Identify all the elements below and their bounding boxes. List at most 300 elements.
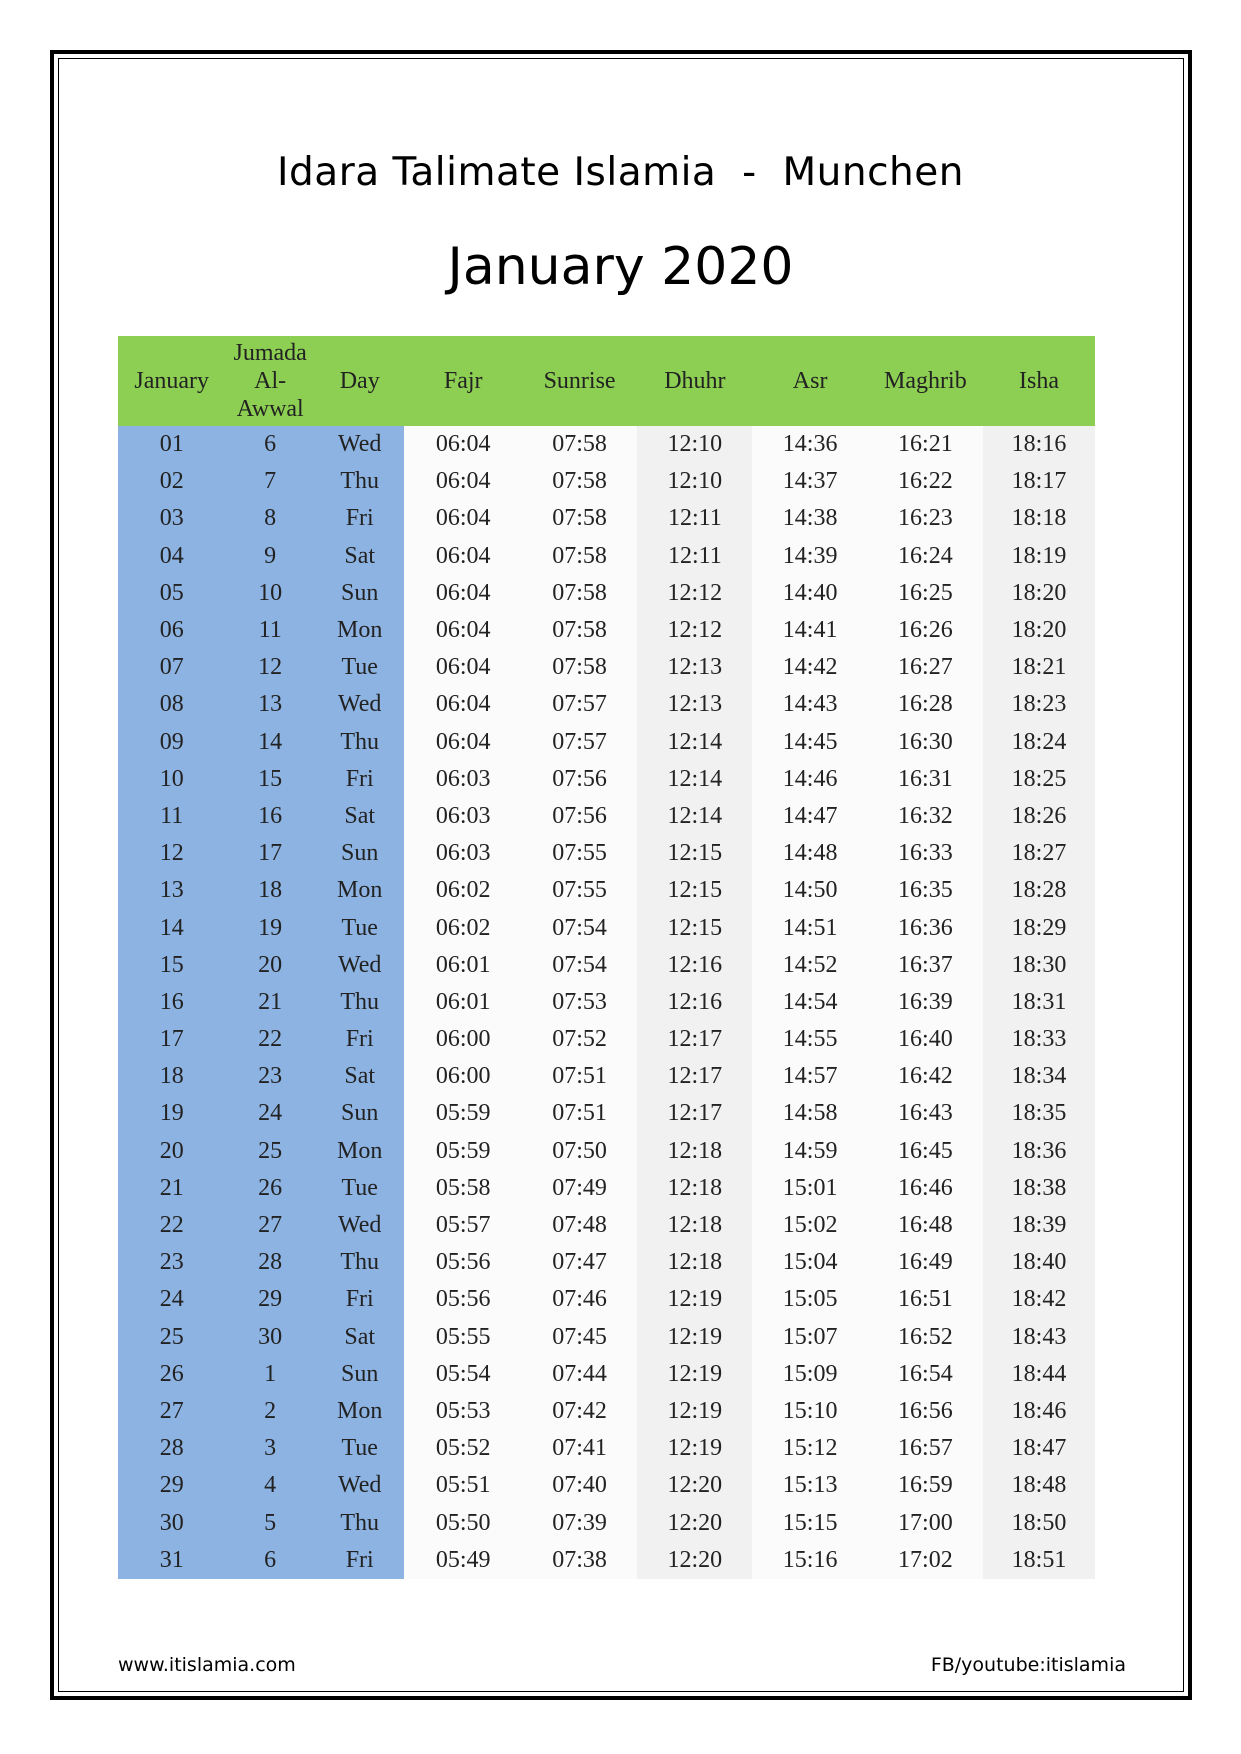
- table-row: [118, 1467, 1095, 1504]
- cell-isha: 18:42: [983, 1281, 1095, 1318]
- table-row: [118, 1095, 1095, 1132]
- cell-date: 14: [118, 909, 225, 946]
- cell-hijri-date: 2: [225, 1393, 315, 1430]
- cell-fajr: 05:58: [404, 1170, 522, 1207]
- cell-date: 05: [118, 575, 225, 612]
- header-cell-maghrib: Maghrib: [868, 336, 983, 426]
- cell-day: Mon: [315, 1133, 405, 1170]
- cell-maghrib: 16:39: [868, 984, 983, 1021]
- cell-maghrib: 17:00: [868, 1504, 983, 1541]
- table-row: [118, 947, 1095, 984]
- cell-isha: 18:35: [983, 1095, 1095, 1132]
- cell-date: 20: [118, 1133, 225, 1170]
- cell-date: 22: [118, 1207, 225, 1244]
- cell-sunrise: 07:39: [522, 1504, 637, 1541]
- cell-asr: 14:48: [752, 835, 867, 872]
- cell-maghrib: 16:23: [868, 500, 983, 537]
- cell-maghrib: 16:25: [868, 575, 983, 612]
- cell-dhuhr: 12:18: [637, 1244, 752, 1281]
- cell-hijri-date: 21: [225, 984, 315, 1021]
- cell-isha: 18:26: [983, 798, 1095, 835]
- cell-hijri-date: 30: [225, 1319, 315, 1356]
- table-row: [118, 1281, 1095, 1318]
- cell-date: 21: [118, 1170, 225, 1207]
- cell-isha: 18:44: [983, 1356, 1095, 1393]
- cell-isha: 18:48: [983, 1467, 1095, 1504]
- footer-website: www.itislamia.com: [118, 1654, 296, 1676]
- cell-day: Sat: [315, 1058, 405, 1095]
- cell-day: Wed: [315, 1467, 405, 1504]
- cell-sunrise: 07:54: [522, 909, 637, 946]
- cell-day: Wed: [315, 426, 405, 463]
- cell-fajr: 06:03: [404, 835, 522, 872]
- cell-maghrib: 16:45: [868, 1133, 983, 1170]
- cell-day: Thu: [315, 724, 405, 761]
- cell-dhuhr: 12:13: [637, 686, 752, 723]
- cell-isha: 18:33: [983, 1021, 1095, 1058]
- cell-hijri-date: 14: [225, 724, 315, 761]
- cell-asr: 15:02: [752, 1207, 867, 1244]
- cell-hijri-date: 24: [225, 1095, 315, 1132]
- cell-maghrib: 16:51: [868, 1281, 983, 1318]
- table-row: [118, 1244, 1095, 1281]
- cell-day: Fri: [315, 1281, 405, 1318]
- cell-maghrib: 17:02: [868, 1542, 983, 1579]
- cell-isha: 18:25: [983, 761, 1095, 798]
- cell-hijri-date: 25: [225, 1133, 315, 1170]
- cell-isha: 18:20: [983, 612, 1095, 649]
- table-row: [118, 761, 1095, 798]
- cell-hijri-date: 5: [225, 1504, 315, 1541]
- cell-isha: 18:36: [983, 1133, 1095, 1170]
- cell-fajr: 06:04: [404, 724, 522, 761]
- cell-sunrise: 07:45: [522, 1319, 637, 1356]
- cell-isha: 18:31: [983, 984, 1095, 1021]
- cell-date: 10: [118, 761, 225, 798]
- header-cell-sunrise: Sunrise: [522, 336, 637, 426]
- cell-hijri-date: 15: [225, 761, 315, 798]
- table-row: [118, 500, 1095, 537]
- cell-dhuhr: 12:16: [637, 984, 752, 1021]
- cell-day: Sun: [315, 1356, 405, 1393]
- cell-asr: 15:15: [752, 1504, 867, 1541]
- cell-hijri-date: 17: [225, 835, 315, 872]
- cell-asr: 15:13: [752, 1467, 867, 1504]
- header-cell-fajr: Fajr: [404, 336, 522, 426]
- cell-dhuhr: 12:18: [637, 1170, 752, 1207]
- cell-date: 16: [118, 984, 225, 1021]
- header-cell-isha: Isha: [983, 336, 1095, 426]
- cell-asr: 14:38: [752, 500, 867, 537]
- cell-fajr: 06:04: [404, 500, 522, 537]
- table-row: [118, 1430, 1095, 1467]
- cell-asr: 15:09: [752, 1356, 867, 1393]
- cell-date: 07: [118, 649, 225, 686]
- cell-dhuhr: 12:19: [637, 1281, 752, 1318]
- cell-fajr: 05:55: [404, 1319, 522, 1356]
- cell-isha: 18:24: [983, 724, 1095, 761]
- header-cell-day: Day: [315, 336, 405, 426]
- cell-asr: 15:16: [752, 1542, 867, 1579]
- header-cell-asr: Asr: [752, 336, 867, 426]
- cell-isha: 18:30: [983, 947, 1095, 984]
- cell-asr: 14:42: [752, 649, 867, 686]
- header-cell-hijri-month: Jumada Al-Awwal: [225, 336, 315, 426]
- cell-day: Wed: [315, 1207, 405, 1244]
- cell-day: Sat: [315, 538, 405, 575]
- cell-hijri-date: 23: [225, 1058, 315, 1095]
- cell-dhuhr: 12:16: [637, 947, 752, 984]
- cell-sunrise: 07:53: [522, 984, 637, 1021]
- cell-sunrise: 07:51: [522, 1058, 637, 1095]
- cell-sunrise: 07:56: [522, 761, 637, 798]
- cell-fajr: 05:59: [404, 1095, 522, 1132]
- cell-maghrib: 16:22: [868, 463, 983, 500]
- cell-dhuhr: 12:19: [637, 1356, 752, 1393]
- cell-dhuhr: 12:15: [637, 872, 752, 909]
- cell-day: Sun: [315, 1095, 405, 1132]
- organization-title: Idara Talimate Islamia - Munchen: [277, 150, 964, 195]
- cell-sunrise: 07:57: [522, 686, 637, 723]
- cell-fajr: 06:01: [404, 947, 522, 984]
- cell-sunrise: 07:48: [522, 1207, 637, 1244]
- cell-dhuhr: 12:11: [637, 538, 752, 575]
- cell-dhuhr: 12:17: [637, 1095, 752, 1132]
- table-row: [118, 1542, 1095, 1579]
- cell-asr: 14:57: [752, 1058, 867, 1095]
- cell-maghrib: 16:40: [868, 1021, 983, 1058]
- cell-asr: 14:51: [752, 909, 867, 946]
- cell-asr: 15:04: [752, 1244, 867, 1281]
- table-row: [118, 426, 1095, 463]
- table-row: [118, 1319, 1095, 1356]
- cell-maghrib: 16:28: [868, 686, 983, 723]
- cell-date: 28: [118, 1430, 225, 1467]
- cell-isha: 18:23: [983, 686, 1095, 723]
- cell-hijri-date: 22: [225, 1021, 315, 1058]
- cell-hijri-date: 6: [225, 1542, 315, 1579]
- table-row: [118, 1170, 1095, 1207]
- cell-dhuhr: 12:20: [637, 1542, 752, 1579]
- header-cell-dhuhr: Dhuhr: [637, 336, 752, 426]
- cell-sunrise: 07:50: [522, 1133, 637, 1170]
- cell-dhuhr: 12:11: [637, 500, 752, 537]
- cell-asr: 14:58: [752, 1095, 867, 1132]
- table-row: [118, 1207, 1095, 1244]
- cell-dhuhr: 12:18: [637, 1207, 752, 1244]
- cell-fajr: 05:52: [404, 1430, 522, 1467]
- cell-sunrise: 07:41: [522, 1430, 637, 1467]
- cell-dhuhr: 12:19: [637, 1430, 752, 1467]
- table-row: [118, 686, 1095, 723]
- cell-fajr: 05:51: [404, 1467, 522, 1504]
- cell-asr: 14:37: [752, 463, 867, 500]
- cell-date: 26: [118, 1356, 225, 1393]
- cell-fajr: 05:57: [404, 1207, 522, 1244]
- cell-hijri-date: 20: [225, 947, 315, 984]
- cell-isha: 18:47: [983, 1430, 1095, 1467]
- cell-date: 02: [118, 463, 225, 500]
- cell-date: 03: [118, 500, 225, 537]
- cell-maghrib: 16:36: [868, 909, 983, 946]
- cell-hijri-date: 26: [225, 1170, 315, 1207]
- cell-maghrib: 16:33: [868, 835, 983, 872]
- cell-hijri-date: 16: [225, 798, 315, 835]
- cell-date: 25: [118, 1319, 225, 1356]
- cell-hijri-date: 12: [225, 649, 315, 686]
- cell-hijri-date: 4: [225, 1467, 315, 1504]
- cell-isha: 18:19: [983, 538, 1095, 575]
- table-row: [118, 1021, 1095, 1058]
- table-header-row: [118, 336, 1095, 426]
- cell-fajr: 06:04: [404, 575, 522, 612]
- cell-maghrib: 16:54: [868, 1356, 983, 1393]
- cell-isha: 18:27: [983, 835, 1095, 872]
- cell-isha: 18:34: [983, 1058, 1095, 1095]
- cell-isha: 18:16: [983, 426, 1095, 463]
- cell-hijri-date: 19: [225, 909, 315, 946]
- cell-asr: 15:12: [752, 1430, 867, 1467]
- cell-sunrise: 07:46: [522, 1281, 637, 1318]
- cell-dhuhr: 12:20: [637, 1504, 752, 1541]
- cell-fajr: 06:04: [404, 426, 522, 463]
- cell-dhuhr: 12:13: [637, 649, 752, 686]
- cell-asr: 15:10: [752, 1393, 867, 1430]
- table-row: [118, 909, 1095, 946]
- cell-date: 29: [118, 1467, 225, 1504]
- cell-maghrib: 16:27: [868, 649, 983, 686]
- table-row: [118, 463, 1095, 500]
- cell-hijri-date: 28: [225, 1244, 315, 1281]
- cell-date: 13: [118, 872, 225, 909]
- cell-hijri-date: 13: [225, 686, 315, 723]
- cell-isha: 18:20: [983, 575, 1095, 612]
- cell-maghrib: 16:31: [868, 761, 983, 798]
- cell-asr: 14:36: [752, 426, 867, 463]
- cell-isha: 18:51: [983, 1542, 1095, 1579]
- cell-date: 01: [118, 426, 225, 463]
- cell-dhuhr: 12:10: [637, 463, 752, 500]
- cell-dhuhr: 12:15: [637, 909, 752, 946]
- cell-maghrib: 16:30: [868, 724, 983, 761]
- cell-sunrise: 07:55: [522, 872, 637, 909]
- cell-dhuhr: 12:14: [637, 761, 752, 798]
- cell-maghrib: 16:57: [868, 1430, 983, 1467]
- cell-fajr: 05:56: [404, 1244, 522, 1281]
- cell-maghrib: 16:59: [868, 1467, 983, 1504]
- cell-day: Sat: [315, 798, 405, 835]
- cell-maghrib: 16:52: [868, 1319, 983, 1356]
- table-row: [118, 724, 1095, 761]
- cell-asr: 14:54: [752, 984, 867, 1021]
- table-row: [118, 612, 1095, 649]
- cell-fajr: 05:49: [404, 1542, 522, 1579]
- cell-dhuhr: 12:20: [637, 1467, 752, 1504]
- cell-maghrib: 16:42: [868, 1058, 983, 1095]
- cell-dhuhr: 12:17: [637, 1058, 752, 1095]
- month-title: January 2020: [447, 237, 794, 297]
- cell-asr: 14:41: [752, 612, 867, 649]
- cell-maghrib: 16:56: [868, 1393, 983, 1430]
- cell-date: 09: [118, 724, 225, 761]
- cell-dhuhr: 12:18: [637, 1133, 752, 1170]
- cell-asr: 15:07: [752, 1319, 867, 1356]
- cell-isha: 18:29: [983, 909, 1095, 946]
- cell-date: 04: [118, 538, 225, 575]
- cell-hijri-date: 7: [225, 463, 315, 500]
- cell-dhuhr: 12:19: [637, 1319, 752, 1356]
- cell-fajr: 05:56: [404, 1281, 522, 1318]
- cell-day: Mon: [315, 1393, 405, 1430]
- cell-date: 08: [118, 686, 225, 723]
- cell-day: Fri: [315, 500, 405, 537]
- cell-day: Wed: [315, 947, 405, 984]
- cell-dhuhr: 12:17: [637, 1021, 752, 1058]
- cell-sunrise: 07:55: [522, 835, 637, 872]
- table-body: [118, 426, 1095, 1579]
- cell-maghrib: 16:35: [868, 872, 983, 909]
- cell-maghrib: 16:46: [868, 1170, 983, 1207]
- cell-sunrise: 07:56: [522, 798, 637, 835]
- table-row: [118, 1504, 1095, 1541]
- cell-day: Thu: [315, 463, 405, 500]
- table-row: [118, 1058, 1095, 1095]
- cell-fajr: 06:04: [404, 463, 522, 500]
- cell-fajr: 06:04: [404, 538, 522, 575]
- table-row: [118, 835, 1095, 872]
- cell-asr: 15:01: [752, 1170, 867, 1207]
- cell-day: Tue: [315, 649, 405, 686]
- cell-fajr: 05:59: [404, 1133, 522, 1170]
- cell-sunrise: 07:58: [522, 649, 637, 686]
- cell-hijri-date: 6: [225, 426, 315, 463]
- cell-asr: 14:59: [752, 1133, 867, 1170]
- cell-fajr: 06:02: [404, 872, 522, 909]
- cell-day: Fri: [315, 1542, 405, 1579]
- cell-hijri-date: 27: [225, 1207, 315, 1244]
- cell-dhuhr: 12:14: [637, 724, 752, 761]
- cell-day: Tue: [315, 1430, 405, 1467]
- cell-day: Mon: [315, 872, 405, 909]
- table-row: [118, 798, 1095, 835]
- cell-asr: 14:46: [752, 761, 867, 798]
- cell-day: Fri: [315, 1021, 405, 1058]
- cell-date: 27: [118, 1393, 225, 1430]
- header-cell-january: January: [118, 336, 225, 426]
- cell-asr: 14:43: [752, 686, 867, 723]
- cell-isha: 18:38: [983, 1170, 1095, 1207]
- cell-date: 11: [118, 798, 225, 835]
- cell-date: 18: [118, 1058, 225, 1095]
- cell-sunrise: 07:58: [522, 538, 637, 575]
- cell-dhuhr: 12:15: [637, 835, 752, 872]
- prayer-times-table: [118, 336, 1095, 1579]
- cell-day: Mon: [315, 612, 405, 649]
- cell-date: 24: [118, 1281, 225, 1318]
- cell-date: 19: [118, 1095, 225, 1132]
- cell-fajr: 06:01: [404, 984, 522, 1021]
- table-row: [118, 984, 1095, 1021]
- cell-fajr: 06:00: [404, 1021, 522, 1058]
- footer-social: FB/youtube:itislamia: [930, 1654, 1126, 1676]
- cell-sunrise: 07:49: [522, 1170, 637, 1207]
- cell-sunrise: 07:58: [522, 575, 637, 612]
- cell-isha: 18:43: [983, 1319, 1095, 1356]
- cell-maghrib: 16:21: [868, 426, 983, 463]
- cell-date: 06: [118, 612, 225, 649]
- cell-maghrib: 16:32: [868, 798, 983, 835]
- table-row: [118, 1393, 1095, 1430]
- cell-sunrise: 07:44: [522, 1356, 637, 1393]
- cell-date: 23: [118, 1244, 225, 1281]
- cell-isha: 18:46: [983, 1393, 1095, 1430]
- cell-isha: 18:21: [983, 649, 1095, 686]
- cell-sunrise: 07:52: [522, 1021, 637, 1058]
- cell-sunrise: 07:40: [522, 1467, 637, 1504]
- cell-sunrise: 07:47: [522, 1244, 637, 1281]
- cell-fajr: 06:02: [404, 909, 522, 946]
- cell-sunrise: 07:51: [522, 1095, 637, 1132]
- cell-fajr: 05:54: [404, 1356, 522, 1393]
- cell-dhuhr: 12:19: [637, 1393, 752, 1430]
- cell-maghrib: 16:49: [868, 1244, 983, 1281]
- cell-fajr: 06:04: [404, 649, 522, 686]
- cell-day: Sun: [315, 835, 405, 872]
- cell-date: 17: [118, 1021, 225, 1058]
- cell-asr: 14:40: [752, 575, 867, 612]
- cell-day: Sun: [315, 575, 405, 612]
- cell-hijri-date: 11: [225, 612, 315, 649]
- cell-fajr: 06:03: [404, 798, 522, 835]
- cell-day: Wed: [315, 686, 405, 723]
- cell-day: Fri: [315, 761, 405, 798]
- cell-fajr: 06:03: [404, 761, 522, 798]
- cell-hijri-date: 10: [225, 575, 315, 612]
- cell-hijri-date: 3: [225, 1430, 315, 1467]
- cell-isha: 18:17: [983, 463, 1095, 500]
- cell-sunrise: 07:58: [522, 463, 637, 500]
- cell-isha: 18:50: [983, 1504, 1095, 1541]
- cell-fajr: 06:00: [404, 1058, 522, 1095]
- cell-day: Thu: [315, 1244, 405, 1281]
- cell-maghrib: 16:48: [868, 1207, 983, 1244]
- cell-maghrib: 16:24: [868, 538, 983, 575]
- cell-sunrise: 07:38: [522, 1542, 637, 1579]
- cell-date: 15: [118, 947, 225, 984]
- cell-hijri-date: 8: [225, 500, 315, 537]
- cell-hijri-date: 18: [225, 872, 315, 909]
- cell-date: 12: [118, 835, 225, 872]
- cell-fajr: 06:04: [404, 686, 522, 723]
- cell-sunrise: 07:42: [522, 1393, 637, 1430]
- cell-fajr: 05:53: [404, 1393, 522, 1430]
- table-row: [118, 649, 1095, 686]
- table-row: [118, 1356, 1095, 1393]
- cell-sunrise: 07:58: [522, 612, 637, 649]
- table-row: [118, 872, 1095, 909]
- cell-dhuhr: 12:12: [637, 575, 752, 612]
- cell-dhuhr: 12:10: [637, 426, 752, 463]
- cell-day: Sat: [315, 1319, 405, 1356]
- cell-day: Thu: [315, 1504, 405, 1541]
- cell-isha: 18:39: [983, 1207, 1095, 1244]
- cell-asr: 15:05: [752, 1281, 867, 1318]
- cell-hijri-date: 9: [225, 538, 315, 575]
- cell-fajr: 06:04: [404, 612, 522, 649]
- cell-date: 30: [118, 1504, 225, 1541]
- cell-maghrib: 16:26: [868, 612, 983, 649]
- cell-asr: 14:39: [752, 538, 867, 575]
